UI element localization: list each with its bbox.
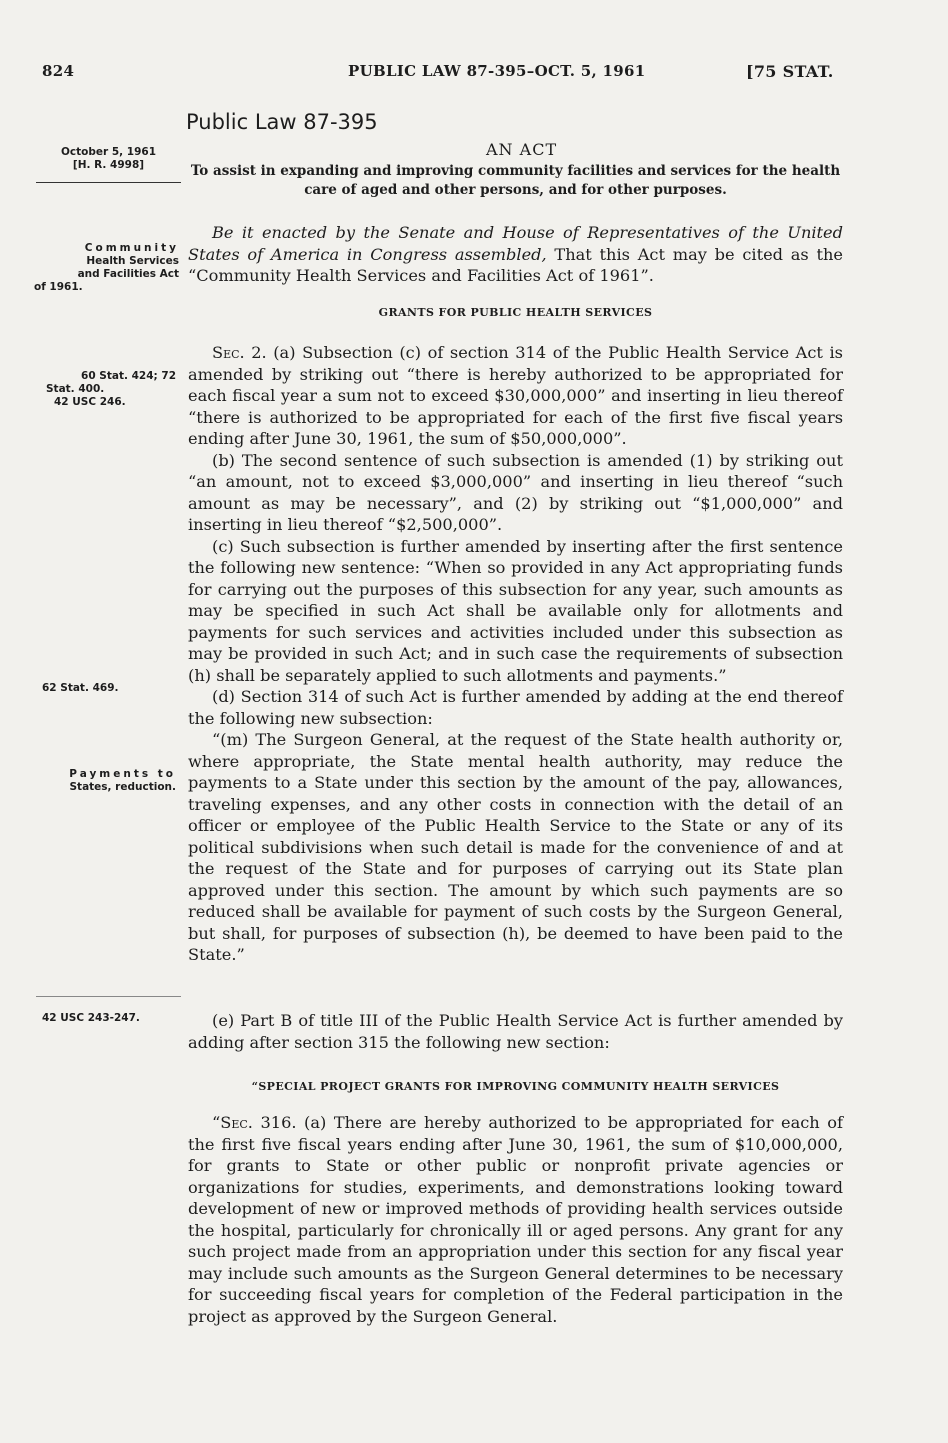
margin-divider — [36, 996, 181, 997]
running-title: PUBLIC LAW 87-395–OCT. 5, 1961 — [348, 62, 646, 80]
page-number: 824 — [42, 62, 75, 80]
margin-date-note — [36, 146, 181, 172]
section-316-body — [188, 1112, 843, 1327]
paragraph-d: (d) Section 314 of such Act is further amended by adding at the end thereof the following new subsection: — [188, 687, 843, 728]
margin-line: 60 Stat. 424; 72 — [81, 370, 176, 382]
act-purpose: To assist in expanding and improving community facilities and services for the health care of aged and other persons, and for other purposes. — [190, 163, 841, 198]
enacting-formula: Be it enacted by the Senate and House of Representatives of the United States of America in Congress assembled, — [188, 223, 843, 264]
short-title-text: That this Act may be cited as the “Community Health Services and Facilities Act of 1961”. — [188, 244, 843, 285]
paragraph-text: (e) Part B of title III of the Public Health Service Act is further amended by adding after section 315 the following new section: — [188, 1011, 843, 1052]
law-title: Public Law 87-395 — [186, 110, 378, 134]
margin-short-title-note — [34, 242, 179, 294]
paragraph-e — [188, 1010, 843, 1053]
section-label: “Sec. 316. — [212, 1113, 297, 1132]
enactment-date: October 5, 1961 — [60, 146, 157, 158]
margin-line: Health Services — [86, 255, 179, 267]
section-heading: “SPECIAL PROJECT GRANTS FOR IMPROVING COMMUNITY HEALTH SERVICES — [251, 1080, 780, 1093]
margin-line: Payments to — [69, 768, 176, 780]
margin-usc-ref: 42 USC 243-247. — [42, 1012, 140, 1024]
margin-line: Stat. 400. — [46, 383, 105, 395]
margin-statute-refs — [30, 370, 176, 409]
bill-number: [H. R. 4998] — [72, 159, 145, 171]
paragraph-text: (a) Subsection (c) of section 314 of the Public Health Service Act is amended by striking out “there is hereby authorized to be appropriated for each fiscal year a sum not to exceed $30,000,000” and inserting in lieu thereof “there is authorized to be appropriated for each of the first five fiscal years ending after June 30, 1961, the sum of $50,000,000”. — [188, 343, 843, 448]
margin-line: and Facilities Act — [77, 268, 179, 280]
statutes-volume-ref: [75 STAT. — [746, 62, 834, 81]
margin-divider — [36, 182, 181, 183]
paragraph-b: (b) The second sentence of such subsection is amended (1) by striking out “an amount, not to exceed $3,000,000” and inserting in lieu thereof “such amount as may be necessary”, and (2) by striking out “$1,000,000” and inserting in lieu thereof “$2,500,000”. — [188, 450, 843, 534]
paragraph-c: (c) Such subsection is further amended by inserting after the first sentence the following new sentence: “When so provided in any Act appropriating funds for carrying out the purposes of this subsection for any year, such amounts as may be specified in such Act shall be available only for allotments and payments for such services and activities included under this subsection as may be provided in such Act; and in such case the requirements of subsection (h) shall be separately applied to such allotments and payments.” — [188, 536, 843, 685]
margin-line: States, reduction. — [69, 781, 176, 793]
section-label: Sec. 2. — [212, 343, 267, 362]
margin-line: Community — [84, 242, 179, 254]
margin-payments-note — [34, 768, 176, 794]
margin-stat-469: 62 Stat. 469. — [42, 682, 119, 694]
paragraph-a — [188, 342, 843, 450]
paragraph-text: (a) There are hereby authorized to be appropriated for each of the first five fiscal years ending after June 30, 1961, the sum of $10,000,000, for grants to State or other public or nonprofit private agencies or organizations for studies, experiments, and demonstrations looking toward development of new or improved methods of providing health services outside the hospital, particularly for chronically ill or aged persons. Any grant for any such project made from an appropriation under this section for any fiscal year may include such amounts as the Surgeon General determines to be necessary for succeeding fiscal years for completion of the Federal participation in the project as approved by the Surgeon General. — [188, 1113, 843, 1326]
enacting-clause — [188, 222, 843, 287]
act-heading: AN ACT — [486, 140, 558, 159]
section-heading: GRANTS FOR PUBLIC HEALTH SERVICES — [378, 306, 653, 319]
margin-line: of 1961. — [34, 281, 83, 293]
margin-line: 42 USC 246. — [54, 396, 126, 408]
paragraph-m: “(m) The Surgeon General, at the request of the State health authority or, where appropriate, the State mental health authority, may reduce the payments to a State under this section by the amount of the pay, allowances, traveling expenses, and any other costs in connection with the detail of an officer or employee of the Public Health Service to the State or any of its political subdivisions when such detail is made for the convenience of and at the request of the State and for purposes of carrying out its State plan approved under this section. The amount by which such payments are so reduced shall be available for payment of such costs by the Surgeon General, but shall, for purposes of subsection (h), be deemed to have been paid to the State.” — [188, 730, 843, 964]
section-2-body — [188, 342, 843, 966]
